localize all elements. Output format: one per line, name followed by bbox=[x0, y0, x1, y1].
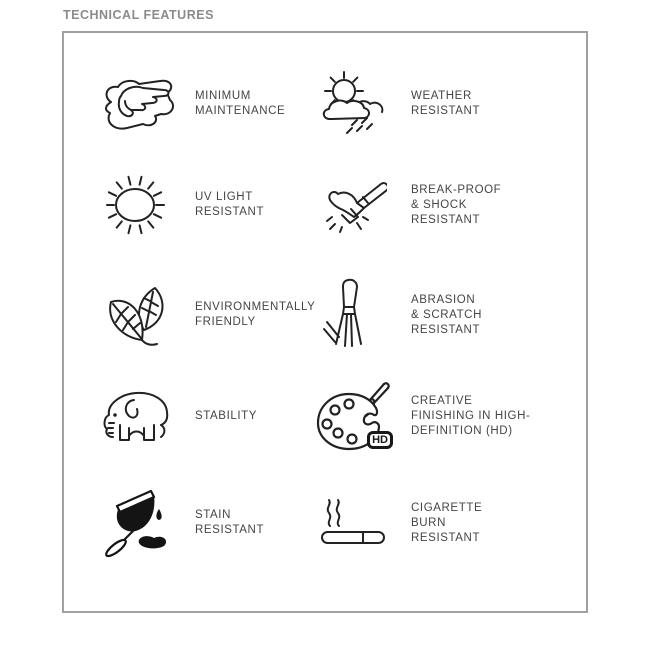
feature-stability bbox=[92, 374, 257, 458]
feature-label: STABILITY bbox=[195, 409, 258, 422]
feature-label: ENVIRONMENTALLY FRIENDLY bbox=[195, 301, 316, 328]
feature-minimum-maintenance bbox=[92, 62, 285, 146]
cigarette-icon bbox=[308, 497, 398, 549]
feature-label: WEATHER RESISTANT bbox=[411, 90, 481, 117]
feature-abrasion-resistant bbox=[308, 273, 482, 357]
feature-label: ABRASION & SCRATCH RESISTANT bbox=[411, 293, 482, 336]
paint-palette-icon bbox=[308, 380, 398, 452]
fork-scratch-icon bbox=[308, 278, 398, 352]
feature-label: UV LIGHT RESISTANT bbox=[195, 191, 265, 218]
feature-environment-friendly bbox=[92, 273, 315, 357]
hammer-icon bbox=[308, 172, 398, 238]
leaves-icon bbox=[92, 281, 182, 349]
feature-creative-finishing bbox=[308, 374, 530, 458]
feature-break-proof bbox=[308, 163, 501, 247]
feature-stain-resistant bbox=[92, 481, 264, 565]
elephant-icon bbox=[92, 385, 182, 447]
sun-clouds-rain-icon bbox=[308, 69, 398, 139]
feature-uv-light-resistant bbox=[92, 163, 264, 247]
feature-label: CREATIVE FINISHING IN HIGH- DEFINITION (HD) bbox=[411, 394, 531, 437]
feature-weather-resistant bbox=[308, 62, 480, 146]
feature-label: STAIN RESISTANT bbox=[195, 509, 265, 536]
feature-label: MINIMUM MAINTENANCE bbox=[195, 90, 286, 117]
sun-icon bbox=[92, 174, 182, 236]
page-title: TECHNICAL FEATURES bbox=[63, 8, 214, 22]
hd-badge: HD bbox=[367, 431, 393, 449]
hand-wipe-icon bbox=[92, 75, 182, 133]
wine-glass-spill-icon bbox=[92, 486, 182, 560]
feature-label: CIGARETTE BURN RESISTANT bbox=[411, 501, 483, 544]
feature-cigarette-burn bbox=[308, 481, 482, 565]
feature-label: BREAK-PROOF & SHOCK RESISTANT bbox=[411, 183, 502, 226]
